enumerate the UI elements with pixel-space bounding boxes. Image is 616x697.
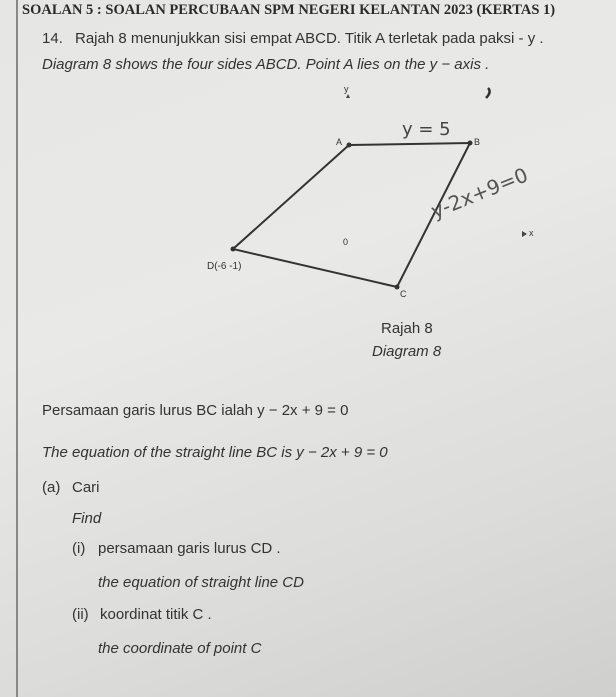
point-a-label: A [336, 137, 343, 147]
equation-english: The equation of the straight line BC is y − 2x + 9 = 0 [42, 444, 388, 461]
handwritten-bc-equation: y-2x+9=0 [427, 162, 532, 224]
equation-malay: Persamaan garis lurus BC ialah y − 2x + 9 = 0 [42, 402, 349, 419]
item-i-malay: persamaan garis lurus CD . [98, 540, 281, 557]
caption-english: Diagram 8 [372, 343, 442, 360]
point-c-label: C [400, 289, 407, 299]
part-a-english: Find [72, 510, 102, 527]
caption-malay: Rajah 8 [381, 320, 433, 337]
part-a-label: (a) [42, 479, 61, 496]
handwritten-ab-equation: y = 5 [402, 119, 451, 140]
point-d-marker [231, 247, 236, 252]
part-a-malay: Cari [72, 479, 100, 496]
x-axis-arrow-icon [522, 231, 527, 237]
point-d-label: D(-6 -1) [207, 261, 242, 272]
item-i-english: the equation of straight line CD [98, 574, 304, 591]
intro-english: Diagram 8 shows the four sides ABCD. Point A lies on the y − axis . [42, 56, 490, 73]
item-ii-english: the coordinate of point C [98, 640, 262, 657]
y-axis-arrow-icon [346, 94, 350, 98]
point-b-label: B [474, 137, 481, 147]
axis-x-label: x [529, 228, 534, 238]
item-i-label: (i) [72, 540, 86, 557]
question-number: 14. [42, 30, 63, 47]
header-title: SOALAN 5 : SOALAN PERCUBAAN SPM NEGERI KELANTAN 2023 (KERTAS 1) [22, 2, 556, 18]
axis-y-label: y [344, 84, 349, 94]
item-ii-malay: koordinat titik C . [100, 606, 212, 623]
point-c-marker [395, 285, 400, 290]
point-b-marker [468, 141, 473, 146]
origin-label: 0 [343, 237, 349, 247]
pen-mark [486, 88, 490, 98]
intro-malay: Rajah 8 menunjukkan sisi empat ABCD. Titik A terletak pada paksi - y . [75, 30, 544, 47]
diagram-8 [0, 0, 616, 320]
point-a-marker [347, 143, 352, 148]
item-ii-label: (ii) [72, 606, 89, 623]
